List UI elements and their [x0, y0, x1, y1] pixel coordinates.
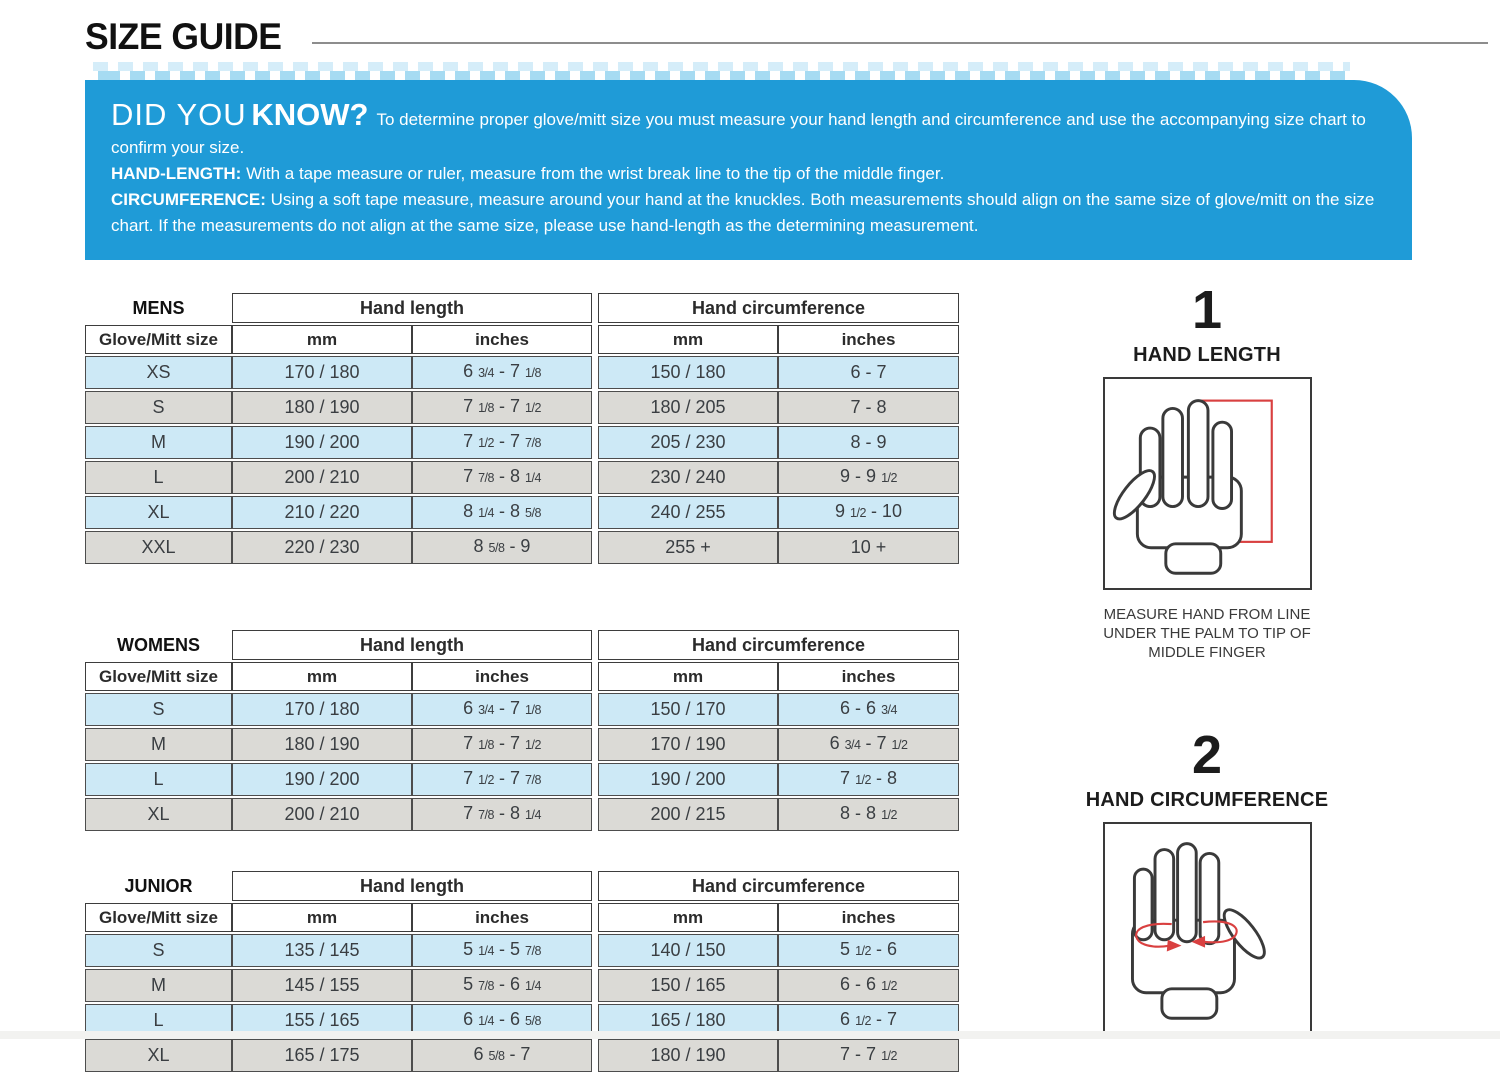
group-header-row	[85, 293, 959, 323]
hand-circumference-header: Hand circumference	[598, 630, 959, 660]
mm-header: mm	[598, 903, 778, 932]
length-inches-cell: 8 5/8 - 9	[412, 531, 592, 564]
circ-mm-cell: 230 / 240	[598, 461, 778, 494]
size-cell: XXL	[85, 531, 232, 564]
circ-inches-cell: 7 - 8	[778, 391, 959, 424]
length-mm-cell: 190 / 200	[232, 763, 412, 796]
length-inches-cell: 7 1/8 - 7 1/2	[412, 728, 592, 761]
size-col-header: Glove/Mitt size	[85, 903, 232, 932]
step-caption: MEASURE HAND FROM LINE UNDER THE PALM TO TIP OF MIDDLE FINGER	[1103, 606, 1311, 661]
measurement-steps	[1082, 280, 1332, 1035]
circ-inches-cell: 6 - 6 1/2	[778, 969, 959, 1002]
size-col-header: Glove/Mitt size	[85, 325, 232, 354]
size-cell: S	[85, 934, 232, 967]
title-rule	[312, 42, 1488, 44]
step-hand-length	[1082, 280, 1332, 662]
group-label-womens: WOMENS	[117, 634, 200, 655]
hand-length-text: With a tape measure or ruler, measure from the wrist break line to the tip of the middle finger.	[246, 164, 945, 183]
size-row-m	[85, 426, 959, 459]
circ-mm-cell: 170 / 190	[598, 728, 778, 761]
hand-length-illustration	[1103, 377, 1312, 590]
length-mm-cell: 165 / 175	[232, 1039, 412, 1072]
circ-inches-cell: 5 1/2 - 6	[778, 934, 959, 967]
length-mm-cell: 180 / 190	[232, 391, 412, 424]
step-title: HAND CIRCUMFERENCE	[1085, 789, 1329, 811]
circ-inches-cell: 7 - 7 1/2	[778, 1039, 959, 1072]
banner-headline-light: DID YOU	[111, 97, 247, 132]
banner-circumference-line	[111, 187, 1382, 239]
circ-mm-cell: 150 / 180	[598, 356, 778, 389]
size-row-xl	[85, 1039, 959, 1072]
banner-perforation-bottom	[93, 71, 1350, 80]
step-number: 1	[1191, 280, 1223, 340]
unit-header-row	[85, 325, 959, 354]
size-cell: M	[85, 969, 232, 1002]
inches-header: inches	[778, 903, 959, 932]
size-row-l	[85, 763, 959, 796]
circumference-text: Using a soft tape measure, measure around your hand at the knuckles. Both measurements should align on the same size of glove/mitt on the size chart. If the measurements do not align at the same size, please use hand-length as the determining measurement.	[111, 190, 1375, 235]
hand-length-header: Hand length	[232, 630, 592, 660]
junior-size-table	[85, 869, 959, 1074]
circ-mm-cell: 150 / 170	[598, 693, 778, 726]
unit-header-row	[85, 903, 959, 932]
circ-mm-cell: 255 +	[598, 531, 778, 564]
step-hand-circumference	[1082, 725, 1332, 1035]
unit-header-row	[85, 662, 959, 691]
length-mm-cell: 135 / 145	[232, 934, 412, 967]
length-mm-cell: 200 / 210	[232, 461, 412, 494]
size-cell: XL	[85, 798, 232, 831]
length-inches-cell: 5 1/4 - 5 7/8	[412, 934, 592, 967]
size-row-xl	[85, 798, 959, 831]
group-label-junior: JUNIOR	[124, 875, 193, 896]
circ-mm-cell: 190 / 200	[598, 763, 778, 796]
inches-header: inches	[412, 325, 592, 354]
size-col-header: Glove/Mitt size	[85, 662, 232, 691]
size-cell: XS	[85, 356, 232, 389]
banner-perforation-top	[93, 62, 1350, 71]
circ-inches-cell: 6 - 6 3/4	[778, 693, 959, 726]
size-row-l	[85, 461, 959, 494]
length-inches-cell: 6 1/4 - 6 5/8	[412, 1004, 592, 1037]
length-inches-cell: 6 3/4 - 7 1/8	[412, 356, 592, 389]
banner-intro-text: To determine proper glove/mitt size you must measure your hand length and circumference and use the accompanying size chart to confirm your size.	[111, 110, 1366, 157]
group-header-row	[85, 630, 959, 660]
hand-length-header: Hand length	[232, 871, 592, 901]
size-cell: XL	[85, 496, 232, 529]
circ-mm-cell: 180 / 205	[598, 391, 778, 424]
size-cell: L	[85, 1004, 232, 1037]
banner-headline-bold: KNOW?	[251, 97, 369, 132]
circ-inches-cell: 6 1/2 - 7	[778, 1004, 959, 1037]
size-cell: M	[85, 728, 232, 761]
hand-length-header: Hand length	[232, 293, 592, 323]
size-row-m	[85, 969, 959, 1002]
size-row-s	[85, 693, 959, 726]
mm-header: mm	[232, 903, 412, 932]
inches-header: inches	[778, 662, 959, 691]
circ-inches-cell: 10 +	[778, 531, 959, 564]
circ-mm-cell: 150 / 165	[598, 969, 778, 1002]
length-mm-cell: 145 / 155	[232, 969, 412, 1002]
size-row-xxl	[85, 531, 959, 564]
circ-inches-cell: 6 - 7	[778, 356, 959, 389]
circ-inches-cell: 9 - 9 1/2	[778, 461, 959, 494]
size-row-m	[85, 728, 959, 761]
hand-circumference-illustration	[1103, 822, 1312, 1035]
size-cell: S	[85, 693, 232, 726]
size-cell: L	[85, 763, 232, 796]
mm-header: mm	[232, 662, 412, 691]
hand-length-drawing	[1105, 379, 1310, 588]
group-header-row	[85, 871, 959, 901]
circ-inches-cell: 6 3/4 - 7 1/2	[778, 728, 959, 761]
circ-mm-cell: 240 / 255	[598, 496, 778, 529]
size-cell: L	[85, 461, 232, 494]
length-mm-cell: 180 / 190	[232, 728, 412, 761]
hand-circumference-header: Hand circumference	[598, 293, 959, 323]
length-inches-cell: 7 1/2 - 7 7/8	[412, 426, 592, 459]
length-mm-cell: 200 / 210	[232, 798, 412, 831]
length-inches-cell: 7 1/2 - 7 7/8	[412, 763, 592, 796]
page-header	[85, 16, 1488, 58]
length-mm-cell: 170 / 180	[232, 693, 412, 726]
size-cell: XL	[85, 1039, 232, 1072]
size-tables	[85, 291, 959, 1074]
length-mm-cell: 155 / 165	[232, 1004, 412, 1037]
mm-header: mm	[598, 662, 778, 691]
hand-length-label: HAND-LENGTH:	[111, 164, 242, 183]
inches-header: inches	[412, 662, 592, 691]
mm-header: mm	[232, 325, 412, 354]
page-title: SIZE GUIDE	[85, 16, 282, 57]
length-mm-cell: 220 / 230	[232, 531, 412, 564]
circ-inches-cell: 8 - 9	[778, 426, 959, 459]
circ-mm-cell: 165 / 180	[598, 1004, 778, 1037]
circumference-label: CIRCUMFERENCE:	[111, 190, 266, 209]
size-cell: S	[85, 391, 232, 424]
circ-mm-cell: 205 / 230	[598, 426, 778, 459]
length-inches-cell: 6 5/8 - 7	[412, 1039, 592, 1072]
hand-circumference-header: Hand circumference	[598, 871, 959, 901]
page-bottom-edge	[0, 1031, 1500, 1039]
length-inches-cell: 8 1/4 - 8 5/8	[412, 496, 592, 529]
circ-inches-cell: 7 1/2 - 8	[778, 763, 959, 796]
length-inches-cell: 7 1/8 - 7 1/2	[412, 391, 592, 424]
inches-header: inches	[412, 903, 592, 932]
length-mm-cell: 190 / 200	[232, 426, 412, 459]
circ-inches-cell: 9 1/2 - 10	[778, 496, 959, 529]
circ-mm-cell: 200 / 215	[598, 798, 778, 831]
circ-mm-cell: 180 / 190	[598, 1039, 778, 1072]
step-number: 2	[1191, 725, 1223, 785]
size-row-xl	[85, 496, 959, 529]
size-cell: M	[85, 426, 232, 459]
inches-header: inches	[778, 325, 959, 354]
length-inches-cell: 5 7/8 - 6 1/4	[412, 969, 592, 1002]
group-label-mens: MENS	[132, 297, 185, 318]
mens-size-table	[85, 291, 959, 566]
circ-mm-cell: 140 / 150	[598, 934, 778, 967]
step-title: HAND LENGTH	[1133, 344, 1281, 366]
hand-circumference-drawing	[1105, 824, 1310, 1033]
womens-size-table	[85, 628, 959, 833]
length-inches-cell: 7 7/8 - 8 1/4	[412, 461, 592, 494]
circ-inches-cell: 8 - 8 1/2	[778, 798, 959, 831]
banner-intro	[111, 95, 1382, 161]
size-row-s	[85, 934, 959, 967]
size-row-s	[85, 391, 959, 424]
banner-body	[85, 80, 1412, 260]
did-you-know-banner	[85, 62, 1412, 260]
size-row-xs	[85, 356, 959, 389]
length-mm-cell: 210 / 220	[232, 496, 412, 529]
length-inches-cell: 7 7/8 - 8 1/4	[412, 798, 592, 831]
length-mm-cell: 170 / 180	[232, 356, 412, 389]
mm-header: mm	[598, 325, 778, 354]
banner-hand-length-line	[111, 161, 1382, 187]
length-inches-cell: 6 3/4 - 7 1/8	[412, 693, 592, 726]
